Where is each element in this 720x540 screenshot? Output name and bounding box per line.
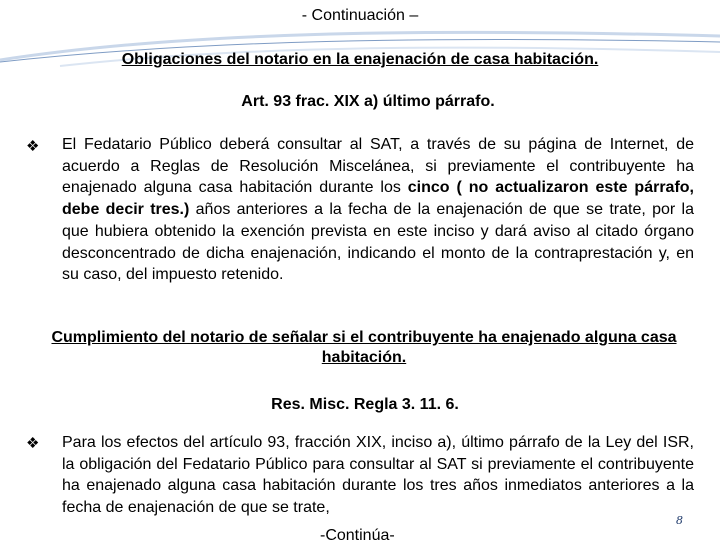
header-title: - Continuación – [301, 7, 419, 24]
section2-title: Cumplimiento del notario de señalar si el contribuyente ha enajenado alguna casa habitación. [51, 329, 677, 366]
paragraph-text: años anteriores a la fecha de la enajenación de que se trate, por la que hubiera obtenido la exención prevista en este inciso y dará aviso al citado órgano desconcentrado de dicha enajenación, indicando el monto de la contraprestación y, en su caso, del impuesto retenido. [62, 201, 695, 284]
continua-label: -Continúa- [320, 527, 395, 540]
paragraph-bold-note: cinco ( no actualizaron este párrafo, debe decir tres.) [62, 179, 695, 219]
section1-title: Obligaciones del notario en la enajenación de casa habitación. [121, 51, 599, 68]
diamond-bullet-icon: ❖ [26, 435, 40, 452]
page-number: 8 [676, 514, 683, 527]
section1-reference: Art. 93 frac. XIX a) último párrafo. [241, 93, 495, 110]
section2-reference: Res. Misc. Regla 3. 11. 6. [271, 396, 459, 413]
diamond-bullet-icon: ❖ [26, 138, 40, 155]
paragraph-text: El Fedatario Público deberá consultar al SAT, a través de su página de Internet, de acuerdo a Reglas de Resolución Miscelánea, si previamente el contribuyente ha enajenado alguna casa habitación durante los [62, 136, 694, 197]
section2-paragraph: Para los efectos del artículo 93, fracción XIX, inciso a), último párrafo de la Ley del ISR, la obligación del Fedatario Público para consultar al SAT si previamente el contribuyente ha enajenado alguna casa habitación durante los tres años inmediatos anteriores a la fecha de enajenación de que se trate, [62, 434, 694, 517]
section1-paragraph [62, 134, 694, 286]
